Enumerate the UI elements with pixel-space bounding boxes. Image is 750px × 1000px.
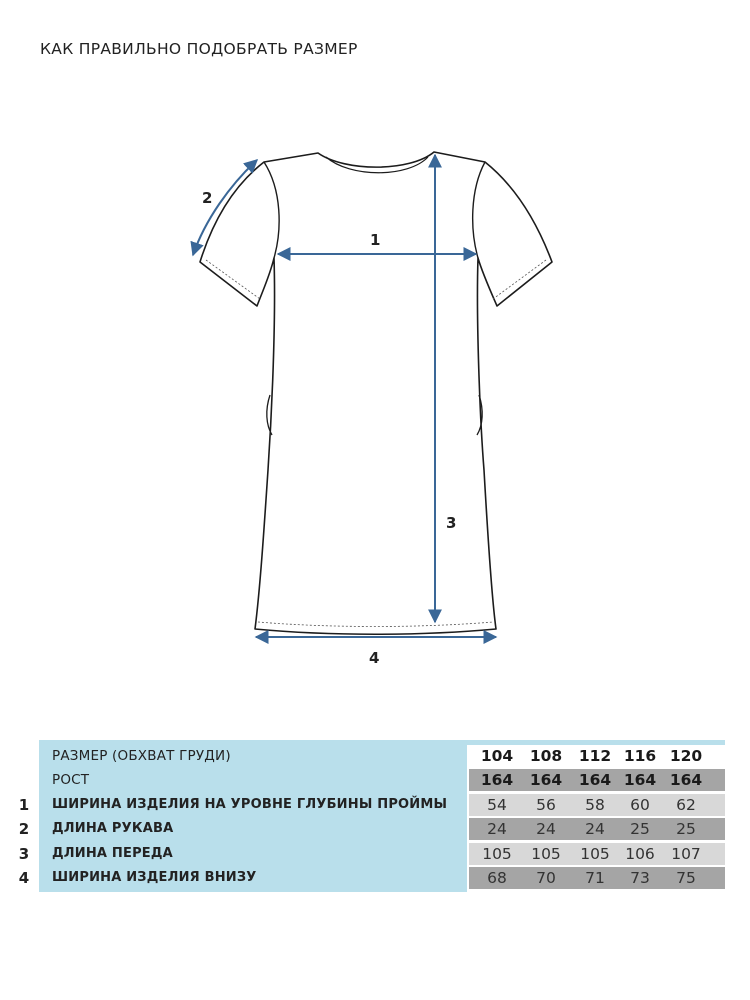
- row-number: 3: [18, 844, 30, 863]
- table-row-size: [0, 744, 750, 768]
- dress-outline: [200, 152, 552, 634]
- size-112: 112: [578, 747, 612, 765]
- row-number: 4: [18, 869, 30, 887]
- table-cell: 106: [625, 844, 655, 863]
- table-cell: 68: [487, 869, 507, 887]
- row-label: РАЗМЕР (ОБХВАТ ГРУДИ): [52, 748, 231, 764]
- table-cell: 70: [536, 869, 556, 887]
- table-cell: 24: [487, 820, 507, 839]
- table-cell: 164: [529, 771, 563, 790]
- table-cell: 62: [676, 795, 696, 814]
- row-label: ДЛИНА ПЕРЕДА: [52, 845, 173, 861]
- size-108: 108: [529, 747, 563, 765]
- table-cell: 24: [536, 820, 556, 839]
- table-cell: 107: [671, 844, 701, 863]
- size-120: 120: [669, 747, 703, 765]
- row-number: 1: [18, 795, 30, 814]
- table-row-2: [0, 817, 750, 841]
- row-label: РОСТ: [52, 772, 90, 789]
- length-label: 3: [446, 514, 457, 532]
- chest-width-label: 1: [370, 231, 381, 249]
- table-cell: 54: [487, 795, 507, 814]
- table-cell: 164: [669, 771, 703, 790]
- table-row-4: [0, 866, 750, 890]
- row-label: ШИРИНА ИЗДЕЛИЯ НА УРОВНЕ ГЛУБИНЫ ПРОЙМЫ: [52, 796, 448, 812]
- row-label: ШИРИНА ИЗДЕЛИЯ ВНИЗУ: [52, 870, 257, 885]
- sleeve-length-label: 2: [202, 189, 213, 207]
- table-cell: 105: [482, 844, 512, 863]
- table-cell: 25: [676, 820, 696, 839]
- table-cell: 71: [585, 869, 605, 887]
- table-cell: 56: [536, 795, 556, 814]
- table-cell: 105: [580, 844, 610, 863]
- table-cell: 58: [585, 795, 605, 814]
- table-cell: 164: [623, 771, 657, 790]
- table-cell: 60: [630, 795, 650, 814]
- table-cell: 75: [676, 869, 696, 887]
- row-label: ДЛИНА РУКАВА: [52, 821, 174, 837]
- table-row-3: [0, 842, 750, 866]
- table-cell: 164: [480, 771, 514, 790]
- hem-width-label: 4: [369, 649, 380, 667]
- table-cell: 24: [585, 820, 605, 839]
- table-cell: 105: [531, 844, 561, 863]
- page-title: КАК ПРАВИЛЬНО ПОДОБРАТЬ РАЗМЕР: [40, 40, 358, 58]
- table-row-height: [0, 768, 750, 792]
- table-cell: 25: [630, 820, 650, 839]
- table-row-1: [0, 793, 750, 817]
- table-cell: 164: [578, 771, 612, 790]
- row-number: 2: [18, 820, 30, 839]
- table-cell: 73: [630, 869, 650, 887]
- size-104: 104: [480, 747, 514, 765]
- size-116: 116: [623, 747, 657, 765]
